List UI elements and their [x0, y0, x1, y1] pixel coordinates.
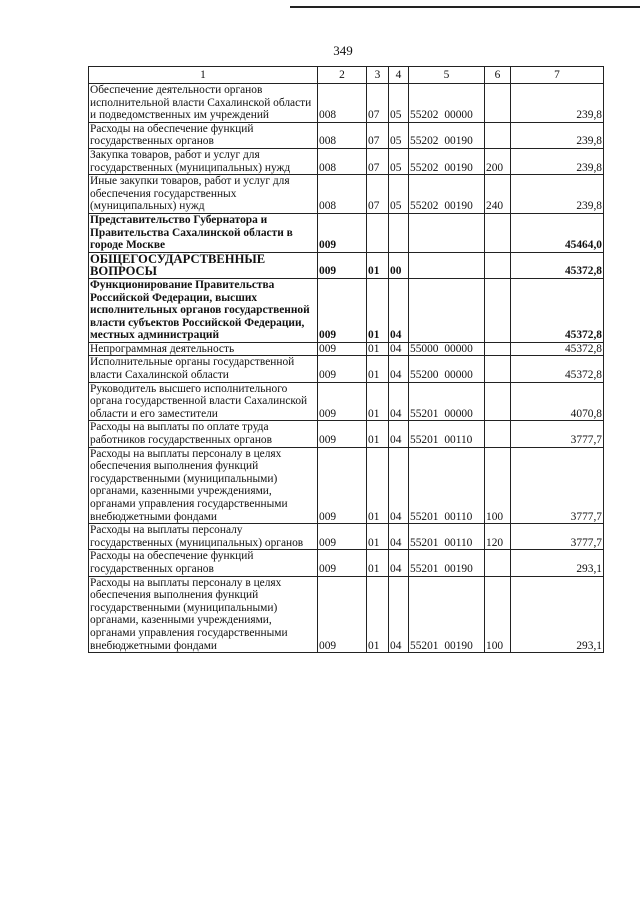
row-subsection-code: 04 [389, 550, 409, 576]
row-name: Расходы на обеспечение функций государственных органов [89, 122, 318, 148]
row-expense-type [485, 122, 511, 148]
row-target-article: 55202 00000 [409, 84, 485, 123]
row-expense-type: 100 [485, 576, 511, 653]
row-ved-code: 009 [318, 421, 367, 447]
row-expense-type [485, 252, 511, 278]
row-name: Непрограммная деятельность [89, 342, 318, 356]
row-subsection-code: 04 [389, 356, 409, 382]
row-target-article [409, 278, 485, 342]
table-row [89, 550, 604, 576]
table-row [89, 122, 604, 148]
row-name: Представительство Губернатора и Правительства Сахалинской области в городе Москве [89, 213, 318, 252]
row-section-code: 01 [367, 278, 389, 342]
row-subsection-code: 05 [389, 84, 409, 123]
row-ved-code: 008 [318, 175, 367, 214]
row-subsection-code: 04 [389, 382, 409, 421]
row-target-article: 55201 00110 [409, 447, 485, 524]
row-subsection-code: 05 [389, 148, 409, 174]
row-name: Руководитель высшего исполнительного органа государственной власти Сахалинской области и его заместители [89, 382, 318, 421]
row-expense-type [485, 213, 511, 252]
row-name: Исполнительные органы государственной власти Сахалинской области [89, 356, 318, 382]
row-expense-type: 200 [485, 148, 511, 174]
row-expense-type [485, 356, 511, 382]
row-section-code: 07 [367, 175, 389, 214]
row-amount: 45372,8 [511, 356, 604, 382]
row-amount: 45372,8 [511, 342, 604, 356]
row-target-article: 55201 00110 [409, 524, 485, 550]
row-target-article: 55000 00000 [409, 342, 485, 356]
row-target-article: 55201 00110 [409, 421, 485, 447]
table-row [89, 382, 604, 421]
row-expense-type [485, 550, 511, 576]
row-subsection-code: 04 [389, 447, 409, 524]
row-subsection-code: 05 [389, 175, 409, 214]
table-row [89, 252, 604, 278]
row-amount: 3777,7 [511, 421, 604, 447]
row-name: Функционирование Правительства Российской Федерации, высших исполнительных органов государственной власти субъектов Российской Федерации, местных администраций [89, 278, 318, 342]
column-header: 4 [389, 67, 409, 84]
row-name: Расходы на выплаты персоналу государственных (муниципальных) органов [89, 524, 318, 550]
row-ved-code: 009 [318, 213, 367, 252]
row-section-code: 01 [367, 421, 389, 447]
row-section-code: 01 [367, 550, 389, 576]
row-subsection-code: 04 [389, 421, 409, 447]
row-name: Закупка товаров, работ и услуг для государственных (муниципальных) нужд [89, 148, 318, 174]
row-section-code: 01 [367, 524, 389, 550]
row-section-code [367, 213, 389, 252]
row-section-code: 01 [367, 576, 389, 653]
row-section-code: 01 [367, 356, 389, 382]
row-subsection-code: 04 [389, 524, 409, 550]
row-amount: 239,8 [511, 122, 604, 148]
row-ved-code: 009 [318, 252, 367, 278]
column-header: 3 [367, 67, 389, 84]
row-expense-type: 120 [485, 524, 511, 550]
row-name: Расходы на выплаты персоналу в целях обеспечения выполнения функций государственными (муниципальными) органами, казенными учреждениями, органами управления государственными внебюджетными фондами [89, 447, 318, 524]
row-expense-type: 100 [485, 447, 511, 524]
row-amount: 239,8 [511, 84, 604, 123]
row-ved-code: 009 [318, 278, 367, 342]
row-target-article: 55201 00190 [409, 550, 485, 576]
row-amount: 3777,7 [511, 524, 604, 550]
table-row [89, 421, 604, 447]
row-subsection-code: 04 [389, 342, 409, 356]
row-amount: 4070,8 [511, 382, 604, 421]
row-section-code: 01 [367, 382, 389, 421]
row-target-article: 55201 00190 [409, 576, 485, 653]
row-name: Расходы на выплаты по оплате труда работников государственных органов [89, 421, 318, 447]
row-section-code: 01 [367, 342, 389, 356]
row-amount: 239,8 [511, 175, 604, 214]
table-row [89, 148, 604, 174]
row-amount: 45372,8 [511, 252, 604, 278]
column-header: 5 [409, 67, 485, 84]
page-number: 349 [333, 43, 353, 58]
row-amount: 45372,8 [511, 278, 604, 342]
row-ved-code: 008 [318, 148, 367, 174]
row-expense-type [485, 84, 511, 123]
row-section-code: 07 [367, 148, 389, 174]
table-header-row [89, 67, 604, 84]
row-ved-code: 009 [318, 447, 367, 524]
budget-table [88, 66, 604, 653]
column-header: 7 [511, 67, 604, 84]
row-target-article: 55202 00190 [409, 122, 485, 148]
row-amount: 293,1 [511, 576, 604, 653]
row-section-code: 01 [367, 447, 389, 524]
row-subsection-code [389, 213, 409, 252]
row-ved-code: 009 [318, 524, 367, 550]
row-amount: 45464,0 [511, 213, 604, 252]
column-header: 1 [89, 67, 318, 84]
table-row [89, 342, 604, 356]
row-name: Расходы на обеспечение функций государственных органов [89, 550, 318, 576]
row-expense-type [485, 278, 511, 342]
table-row [89, 356, 604, 382]
row-ved-code: 009 [318, 382, 367, 421]
table-row [89, 447, 604, 524]
row-target-article: 55200 00000 [409, 356, 485, 382]
row-expense-type: 240 [485, 175, 511, 214]
row-name: Обеспечение деятельности органов исполнительной власти Сахалинской области и подведомственных им учреждений [89, 84, 318, 123]
row-name: Иные закупки товаров, работ и услуг для обеспечения государственных (муниципальных) нужд [89, 175, 318, 214]
top-rule [290, 6, 640, 8]
row-ved-code: 009 [318, 342, 367, 356]
row-amount: 293,1 [511, 550, 604, 576]
row-name: Расходы на выплаты персоналу в целях обеспечения выполнения функций государственными (муниципальными) органами, казенными учреждениями, органами управления государственными внебюджетными фондами [89, 576, 318, 653]
row-subsection-code: 04 [389, 278, 409, 342]
table-row [89, 576, 604, 653]
row-section-code: 07 [367, 84, 389, 123]
row-subsection-code: 00 [389, 252, 409, 278]
row-section-code: 01 [367, 252, 389, 278]
row-ved-code: 008 [318, 122, 367, 148]
table-row [89, 175, 604, 214]
row-subsection-code: 04 [389, 576, 409, 653]
table-row [89, 84, 604, 123]
row-target-article [409, 252, 485, 278]
row-ved-code: 009 [318, 576, 367, 653]
column-header: 2 [318, 67, 367, 84]
row-ved-code: 009 [318, 356, 367, 382]
row-target-article: 55202 00190 [409, 148, 485, 174]
row-subsection-code: 05 [389, 122, 409, 148]
row-name: ОБЩЕГОСУДАРСТВЕННЫЕ ВОПРОСЫ [89, 252, 318, 278]
row-expense-type [485, 382, 511, 421]
table-row [89, 524, 604, 550]
column-header: 6 [485, 67, 511, 84]
row-ved-code: 009 [318, 550, 367, 576]
row-amount: 239,8 [511, 148, 604, 174]
row-expense-type [485, 421, 511, 447]
table-row [89, 278, 604, 342]
row-section-code: 07 [367, 122, 389, 148]
row-ved-code: 008 [318, 84, 367, 123]
row-amount: 3777,7 [511, 447, 604, 524]
row-target-article: 55201 00000 [409, 382, 485, 421]
table-row [89, 213, 604, 252]
row-target-article [409, 213, 485, 252]
row-expense-type [485, 342, 511, 356]
row-target-article: 55202 00190 [409, 175, 485, 214]
